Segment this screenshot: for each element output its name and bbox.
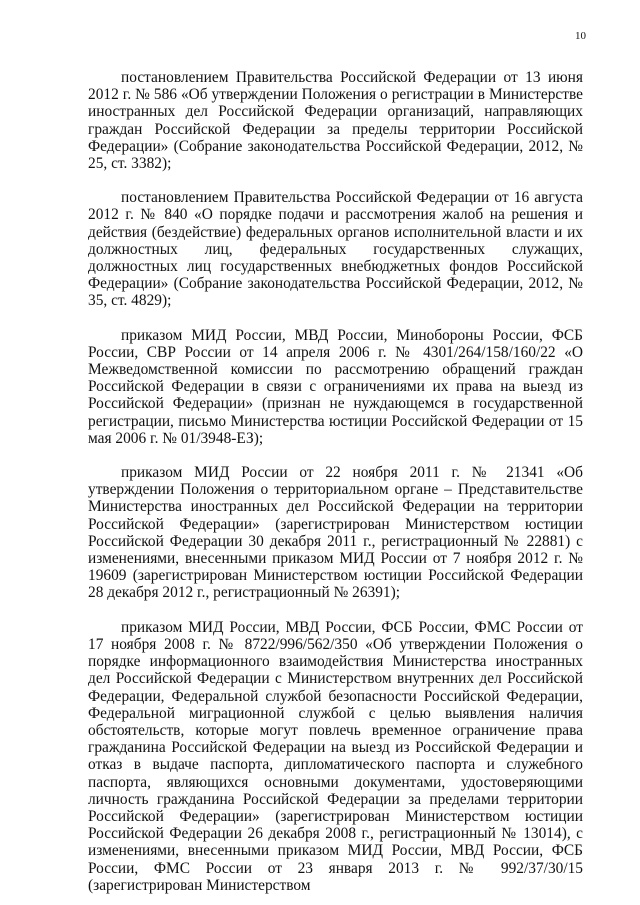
paragraph-decree-586: постановлением Правительства Российской Федерации от 13 июня 2012 г. № 586 «Об утверждении Положения о регистрации в Министерстве иностранных дел Российской Федерации организаций, направляющих граждан Российской Федерации за пределы территории Российской Федерации» (Собрание законодательства Российской Федерации, 2012, № 25, ст. 3382);: [88, 69, 583, 173]
paragraph-decree-840: постановлением Правительства Российской Федерации от 16 августа 2012 г. № 840 «О порядке подачи и рассмотрения жалоб на решения и действия (бездействие) федеральных органов исполнительной власти и их должностных лиц, федеральных государственных служащих, должностных лиц государственных внебюджетных фондов Российской Федерации» (Собрание законодательства Российской Федерации, 2012, № 35, ст. 4829);: [88, 189, 583, 310]
paragraph-order-21341: приказом МИД России от 22 ноября 2011 г. № 21341 «Об утверждении Положения о территориальном органе – Представительстве Министерства иностранных дел Российской Федерации на территории Российской Федерации» (зарегистрирован Министерством юстиции Российской Федерации 30 декабря 2011 г., регистрационный № 22881) с изменениями, внесенными приказом МИД России от 7 ноября 2012 г. № 19609 (зарегистрирован Министерством юстиции Российской Федерации 28 декабря 2012 г., регистрационный № 26391);: [88, 464, 583, 602]
document-body: [88, 69, 583, 894]
paragraph-order-4301: приказом МИД России, МВД России, Минобороны России, ФСБ России, СВР России от 14 апреля 2006 г. № 4301/264/158/160/22 «О Межведомственной комиссии по рассмотрению обращений граждан Российской Федерации в связи с ограничениями их права на выезд из Российской Федерации» (признан не нуждающемся в государственной регистрации, письмо Министерства юстиции Российской Федерации от 15 мая 2006 г. № 01/3948-ЕЗ);: [88, 326, 583, 447]
page-number: 10: [575, 30, 586, 42]
paragraph-order-8722: приказом МИД России, МВД России, ФСБ России, ФМС России от 17 ноября 2008 г. № 8722/996/562/350 «Об утверждении Положения о порядке информационного взаимодействия Министерства иностранных дел Российской Федерации с Министерством внутренних дел Российской Федерации, Федеральной службой безопасности Российской Федерации, Федеральной миграционной службой с целью выявления наличия обстоятельств, которые могут повлечь временное ограничение права гражданина Российской Федерации на выезд из Российской Федерации и отказ в выдаче паспорта, дипломатического паспорта и служебного паспорта, являющихся основными документами, удостоверяющими личность гражданина Российской Федерации за пределами территории Российской Федерации» (зарегистрирован Министерством юстиции Российской Федерации 26 декабря 2008 г., регистрационный № 13014), с изменениями, внесенными приказом МИД России, МВД России, ФСБ России, ФМС России от 23 января 2013 г. № 992/37/30/15 (зарегистрирован Министерством: [88, 618, 583, 894]
